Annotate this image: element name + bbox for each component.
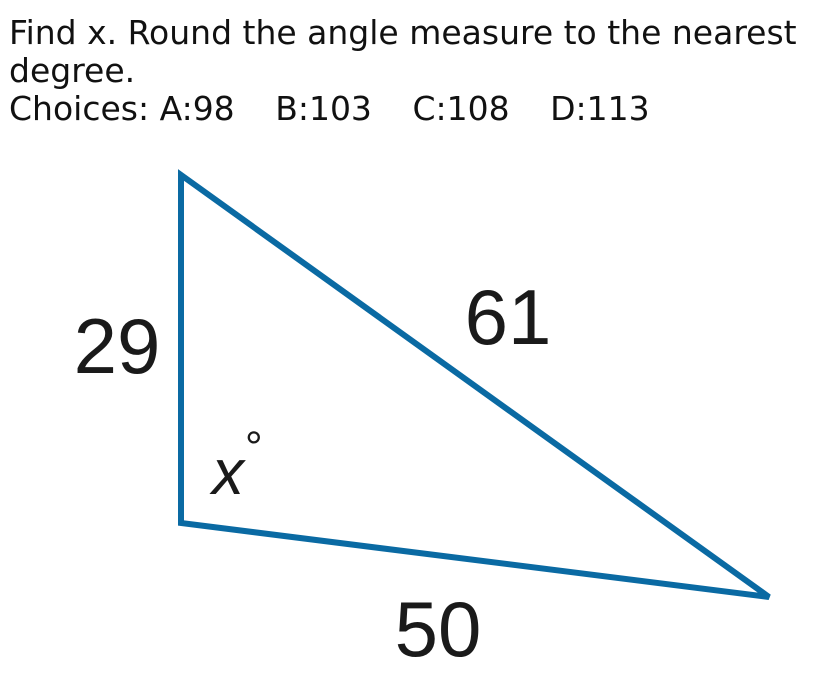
question-line-1: Find x. Round the angle measure to the nearest bbox=[9, 13, 797, 52]
side-label-left: 29 bbox=[73, 302, 161, 390]
degree-symbol: ° bbox=[245, 423, 263, 472]
triangle-outline bbox=[181, 175, 769, 597]
choice-c: C:108 bbox=[412, 89, 510, 128]
angle-variable: x bbox=[212, 436, 244, 508]
question-line-2: degree. bbox=[9, 51, 136, 90]
choice-d: D:113 bbox=[550, 89, 650, 128]
choice-b: B:103 bbox=[275, 89, 372, 128]
choices-prefix: Choices: bbox=[9, 89, 150, 128]
side-label-bottom: 50 bbox=[394, 585, 482, 673]
choice-a: A:98 bbox=[159, 89, 235, 128]
side-label-hypotenuse: 61 bbox=[464, 273, 552, 361]
